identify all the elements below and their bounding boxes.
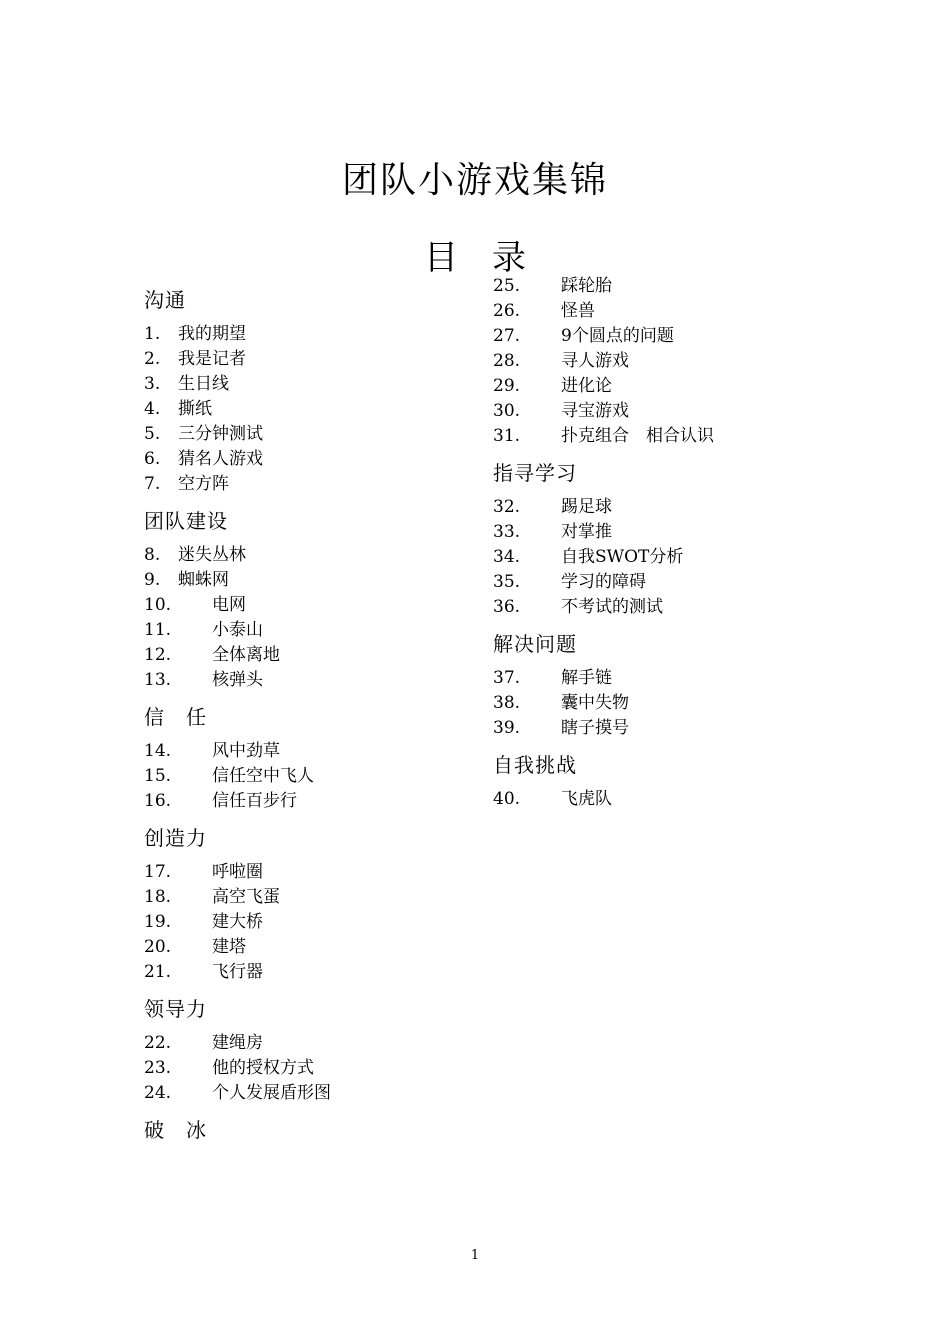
toc-entry-number: 24.	[144, 1083, 172, 1103]
toc-section	[144, 1116, 474, 1144]
toc-entry[interactable]	[144, 739, 474, 764]
toc-entry-number: 20.	[144, 937, 172, 957]
toc-entry-label: 寻宝游戏	[561, 401, 629, 421]
toc-entry-label: 建绳房	[212, 1033, 263, 1053]
toc-entry[interactable]	[493, 666, 823, 691]
toc-entry-label: 9个圆点的问题	[561, 326, 674, 346]
toc-entry[interactable]	[144, 935, 474, 960]
toc-entry-label: 自我SWOT分析	[561, 547, 684, 567]
toc-entry-number: 18.	[144, 887, 172, 907]
toc-entry[interactable]	[493, 691, 823, 716]
toc-entry[interactable]	[493, 716, 823, 741]
toc-entry-number: 14.	[144, 741, 172, 761]
toc-entry-number: 27.	[493, 326, 521, 346]
toc-entry-label: 飞行器	[212, 962, 263, 982]
toc-entry-number: 37.	[493, 668, 521, 688]
toc-entry-label: 撕纸	[178, 399, 212, 419]
toc-entry-number: 23.	[144, 1058, 172, 1078]
toc-entry-number: 16.	[144, 791, 172, 811]
toc-entry[interactable]	[144, 643, 474, 668]
toc-entry-number: 35.	[493, 572, 521, 592]
toc-entry-label: 高空飞蛋	[212, 887, 280, 907]
toc-right-column	[493, 274, 823, 812]
toc-entry-number: 28.	[493, 351, 521, 371]
toc-entry-number: 21.	[144, 962, 172, 982]
toc-entry[interactable]	[144, 764, 474, 789]
toc-entry[interactable]	[144, 322, 474, 347]
toc-entry-label: 空方阵	[178, 474, 229, 494]
toc-entry-label: 核弹头	[212, 670, 263, 690]
toc-entry-number: 26.	[493, 301, 521, 321]
toc-entry-number: 22.	[144, 1033, 172, 1053]
toc-entry-number: 40.	[493, 789, 521, 809]
toc-entry[interactable]	[144, 372, 474, 397]
toc-entry-number: 8.	[144, 545, 161, 565]
toc-entry[interactable]	[493, 595, 823, 620]
toc-entry[interactable]	[144, 447, 474, 472]
toc-entry-label: 风中劲草	[212, 741, 280, 761]
page-number: 1	[470, 1248, 480, 1263]
toc-entry-number: 9.	[144, 570, 161, 590]
toc-entry-number: 33.	[493, 522, 521, 542]
toc-entry-number: 12.	[144, 645, 172, 665]
toc-entry[interactable]	[144, 668, 474, 693]
toc-section	[144, 507, 474, 693]
toc-entry-number: 29.	[493, 376, 521, 396]
toc-entry[interactable]	[144, 618, 474, 643]
toc-entry-label: 囊中失物	[561, 693, 629, 713]
toc-section	[493, 274, 823, 449]
toc-entry-label: 电网	[212, 595, 246, 615]
toc-entry-label: 三分钟测试	[178, 424, 263, 444]
toc-entry-label: 生日线	[178, 374, 229, 394]
toc-entry[interactable]	[493, 349, 823, 374]
toc-entry-label: 扑克组合 相合认识	[561, 426, 714, 446]
toc-entry[interactable]	[493, 424, 823, 449]
section-title: 信 任	[144, 705, 207, 729]
toc-entry-number: 4.	[144, 399, 161, 419]
toc-entry[interactable]	[144, 543, 474, 568]
toc-entry-number: 25.	[493, 276, 521, 296]
toc-entry[interactable]	[493, 570, 823, 595]
section-title: 沟通	[144, 288, 186, 312]
toc-section	[144, 286, 474, 497]
toc-entry[interactable]	[493, 299, 823, 324]
toc-entry-label: 小泰山	[212, 620, 263, 640]
section-title: 指寻学习	[493, 461, 577, 485]
toc-entry[interactable]	[144, 472, 474, 497]
toc-entry[interactable]	[493, 399, 823, 424]
toc-entry-label: 踩轮胎	[561, 276, 612, 296]
toc-entry-label: 飞虎队	[561, 789, 612, 809]
toc-entry-number: 3.	[144, 374, 161, 394]
toc-entry[interactable]	[144, 885, 474, 910]
toc-entry[interactable]	[144, 422, 474, 447]
toc-entry[interactable]	[144, 593, 474, 618]
toc-entry-number: 13.	[144, 670, 172, 690]
toc-entry-number: 36.	[493, 597, 521, 617]
toc-entry[interactable]	[144, 1056, 474, 1081]
toc-entry-number: 2.	[144, 349, 161, 369]
toc-entry[interactable]	[144, 568, 474, 593]
toc-entry-number: 11.	[144, 620, 172, 640]
toc-entry-label: 解手链	[561, 668, 612, 688]
toc-entry[interactable]	[493, 374, 823, 399]
toc-entry-label: 我是记者	[178, 349, 246, 369]
toc-entry[interactable]	[493, 787, 823, 812]
toc-entry-label: 不考试的测试	[561, 597, 663, 617]
toc-entry[interactable]	[493, 545, 823, 570]
toc-entry-label: 建大桥	[212, 912, 263, 932]
toc-entry-label: 迷失丛林	[178, 545, 246, 565]
toc-entry-number: 34.	[493, 547, 521, 567]
toc-entry-label: 瞎子摸号	[561, 718, 629, 738]
toc-entry[interactable]	[144, 1081, 474, 1106]
toc-entry-label: 呼啦圈	[212, 862, 263, 882]
section-title: 自我挑战	[493, 753, 577, 777]
toc-entry-number: 15.	[144, 766, 172, 786]
toc-entry-label: 他的授权方式	[212, 1058, 314, 1078]
toc-entry-label: 我的期望	[178, 324, 246, 344]
toc-entry-label: 信任百步行	[212, 791, 297, 811]
toc-section	[144, 703, 474, 814]
toc-entry[interactable]	[144, 860, 474, 885]
toc-entry-number: 39.	[493, 718, 521, 738]
toc-entry-label: 怪兽	[561, 301, 595, 321]
toc-entry-number: 19.	[144, 912, 172, 932]
toc-entry-label: 个人发展盾形图	[212, 1083, 331, 1103]
toc-entry-label: 进化论	[561, 376, 612, 396]
toc-entry[interactable]	[493, 324, 823, 349]
toc-entry-number: 38.	[493, 693, 521, 713]
toc-entry-label: 踢足球	[561, 497, 612, 517]
toc-entry-label: 寻人游戏	[561, 351, 629, 371]
toc-heading: 目 录	[424, 238, 526, 278]
toc-entry-number: 10.	[144, 595, 172, 615]
toc-entry-number: 5.	[144, 424, 161, 444]
toc-entry[interactable]	[144, 789, 474, 814]
toc-left-column	[144, 286, 474, 1152]
section-title: 领导力	[144, 997, 207, 1021]
section-title: 破 冰	[144, 1118, 207, 1142]
section-title: 团队建设	[144, 509, 228, 533]
toc-entry-label: 全体离地	[212, 645, 280, 665]
toc-entry-label: 蜘蛛网	[178, 570, 229, 590]
toc-entry-number: 30.	[493, 401, 521, 421]
toc-entry[interactable]	[144, 397, 474, 422]
toc-entry[interactable]	[144, 910, 474, 935]
toc-entry[interactable]	[144, 347, 474, 372]
toc-entry-number: 31.	[493, 426, 521, 446]
toc-entry-label: 建塔	[212, 937, 246, 957]
toc-entry-number: 32.	[493, 497, 521, 517]
toc-section	[493, 630, 823, 741]
toc-entry-label: 对掌推	[561, 522, 612, 542]
toc-entry[interactable]	[493, 495, 823, 520]
toc-entry[interactable]	[493, 520, 823, 545]
toc-section	[144, 995, 474, 1106]
toc-entry[interactable]	[144, 1031, 474, 1056]
toc-entry-label: 学习的障碍	[561, 572, 646, 592]
toc-entry-label: 信任空中飞人	[212, 766, 314, 786]
section-title: 解决问题	[493, 632, 577, 656]
toc-entry[interactable]	[493, 274, 823, 299]
toc-entry-label: 猜名人游戏	[178, 449, 263, 469]
toc-entry-number: 7.	[144, 474, 161, 494]
document-title: 团队小游戏集锦	[341, 160, 608, 202]
toc-section	[144, 824, 474, 985]
toc-section	[493, 751, 823, 812]
toc-entry[interactable]	[144, 960, 474, 985]
toc-entry-number: 1.	[144, 324, 161, 344]
toc-entry-number: 17.	[144, 862, 172, 882]
toc-section	[493, 459, 823, 620]
toc-entry-number: 6.	[144, 449, 161, 469]
section-title: 创造力	[144, 826, 207, 850]
